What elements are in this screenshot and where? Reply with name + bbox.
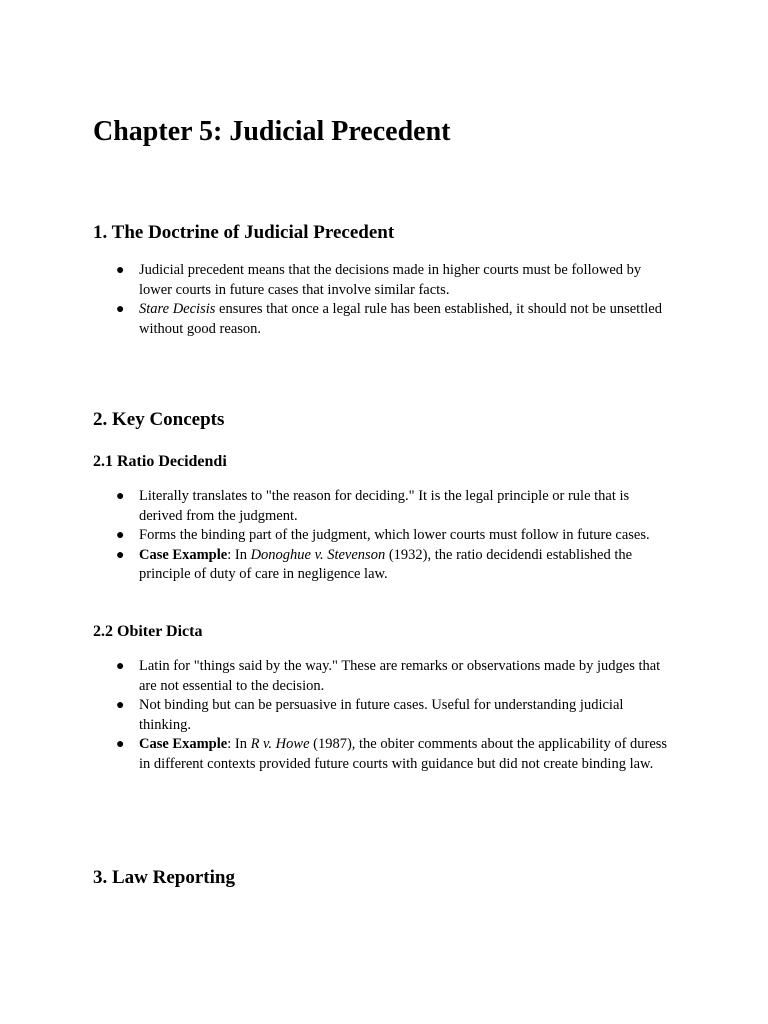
bullet-icon: ● [116, 547, 125, 563]
case-name: Donoghue v. Stevenson [250, 546, 386, 563]
list-item-text: (1987), the obiter comments about the applicability of duress in different contexts provided future courts with guidance but did not create binding law. [139, 736, 668, 772]
list-item [0, 657, 674, 696]
list-item [0, 300, 674, 339]
list-item [0, 696, 674, 735]
obiter-dicta-bullet-list [0, 657, 768, 774]
list-item [0, 546, 674, 585]
bullet-icon: ● [116, 737, 125, 752]
bullet-icon: ● [116, 302, 125, 317]
case-name: R v. Howe [250, 736, 310, 752]
ratio-decidendi-bullet-list [0, 487, 768, 585]
list-item [0, 487, 674, 526]
case-example-label: Case Example [139, 546, 228, 563]
subsection-heading-obiter-dicta: 2.2 Obiter Dicta [93, 623, 203, 640]
section-heading-doctrine: 1. The Doctrine of Judicial Precedent [93, 222, 395, 243]
list-item-text: Judicial precedent means that the decisions made in higher courts must be followed by lower courts in future cases that involve similar facts. [139, 262, 642, 298]
list-item-text: : In [227, 546, 251, 563]
list-item-text: Forms the binding part of the judgment, which lower courts must follow in future cases. [139, 527, 650, 543]
term-stare-decisis: Stare Decisis [139, 301, 216, 317]
list-item-text: Literally translates to "the reason for deciding." It is the legal principle or rule that is derived from the judgment. [139, 488, 630, 524]
subsection-heading-ratio-decidendi: 2.1 Ratio Decidendi [93, 453, 227, 470]
bullet-icon: ● [116, 528, 125, 543]
chapter-title: Chapter 5: Judicial Precedent [93, 116, 451, 147]
doctrine-bullet-list [0, 261, 768, 339]
list-item [0, 261, 674, 300]
bullet-icon: ● [116, 659, 125, 674]
list-item-text: (1932), the ratio decidendi established the principle of duty of care in negligence law. [139, 546, 633, 582]
case-example-label: Case Example [139, 736, 228, 752]
section-heading-law-reporting: 3. Law Reporting [93, 867, 235, 888]
list-item-text: ensures that once a legal rule has been established, it should not be unsettled without good reason. [139, 301, 662, 337]
list-item [0, 526, 674, 546]
list-item-text: Latin for "things said by the way." These are remarks or observations made by judges that are not essential to the decision. [139, 658, 661, 694]
bullet-icon: ● [116, 489, 125, 504]
list-item [0, 735, 674, 774]
bullet-icon: ● [116, 263, 125, 278]
section-heading-key-concepts: 2. Key Concepts [93, 409, 225, 430]
bullet-icon: ● [116, 698, 125, 713]
list-item-text: Not binding but can be persuasive in future cases. Useful for understanding judicial thinking. [139, 697, 624, 733]
list-item-text: : In [227, 736, 251, 752]
